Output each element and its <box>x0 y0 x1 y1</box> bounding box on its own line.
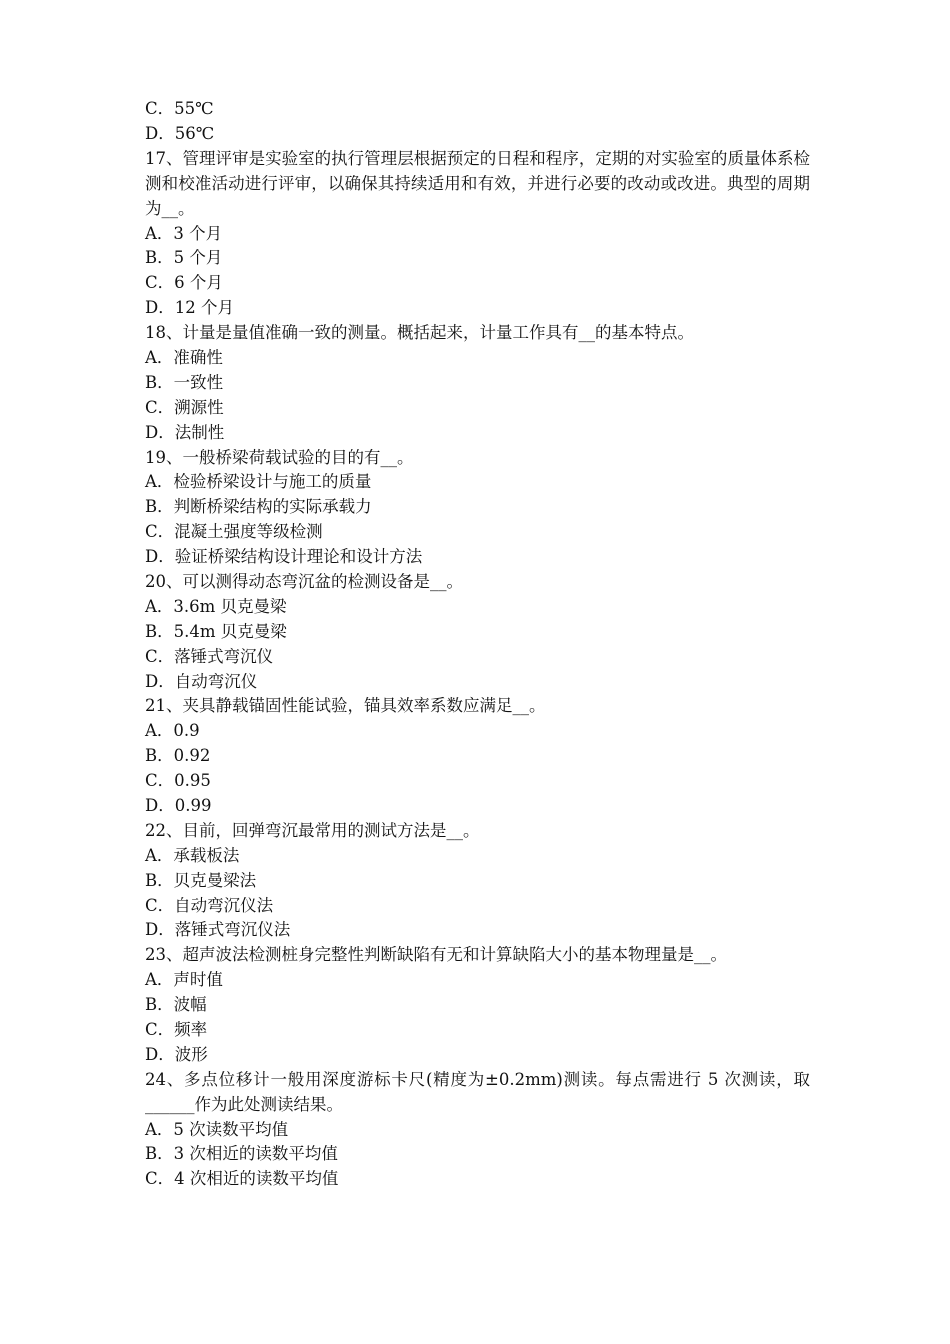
text-line: D．56℃ <box>145 123 215 143</box>
text-line: D．自动弯沉仪 <box>145 671 258 691</box>
text-line: C．混凝土强度等级检测 <box>145 522 323 542</box>
text-line: 20、可以测得动态弯沉盆的检测设备是__。 <box>145 571 463 591</box>
text-line: D．波形 <box>145 1044 208 1064</box>
text-line: 22、目前，回弹弯沉最常用的测试方法是__。 <box>145 820 480 840</box>
text-line: 18、计量是量值准确一致的测量。概括起来，计量工作具有__的基本特点。 <box>145 323 694 343</box>
text-line: C．55℃ <box>145 99 214 118</box>
text-line: 17、管理评审是实验室的执行管理层根据预定的日程和程序，定期的对实验室的质量体系检测和校准活动进行评审，以确保其持续适用和有效，并进行必要的改动或改进。典型的周期为__。 <box>145 148 810 218</box>
text-line: C．6 个月 <box>145 273 223 293</box>
text-line: A．3.6m 贝克曼梁 <box>145 596 287 616</box>
text-line: A．声时值 <box>145 970 223 990</box>
text-line: B．一致性 <box>145 372 224 392</box>
text-line: 19、一般桥梁荷载试验的目的有__。 <box>145 447 414 467</box>
text-line: B．5 个月 <box>145 248 223 268</box>
text-line: 21、夹具静载锚固性能试验，锚具效率系数应满足__。 <box>145 696 546 716</box>
text-line: C．自动弯沉仪法 <box>145 895 274 915</box>
text-line: B．判断桥梁结构的实际承载力 <box>145 497 372 517</box>
text-line: D．12 个月 <box>145 298 234 318</box>
text-line: 24、多点位移计一般用深度游标卡尺(精度为±0.2mm)测读。每点需进行 5 次测读，取______作为此处测读结果。 <box>145 1069 810 1114</box>
text-line: 23、超声波法检测桩身完整性判断缺陷有无和计算缺陷大小的基本物理量是__。 <box>145 945 727 965</box>
text-line: A．0.9 <box>145 721 200 741</box>
text-line: D．落锤式弯沉仪法 <box>145 920 291 940</box>
text-line: C．频率 <box>145 1020 208 1039</box>
text-line: D．验证桥梁结构设计理论和设计方法 <box>145 547 423 567</box>
text-line: B．5.4m 贝克曼梁 <box>145 621 287 641</box>
text-line: A．3 个月 <box>145 223 223 243</box>
text-line: B．贝克曼梁法 <box>145 870 257 890</box>
text-line: B．0.92 <box>145 746 211 766</box>
text-line: C．落锤式弯沉仪 <box>145 646 274 666</box>
text-line: C．4 次相近的读数平均值 <box>145 1169 339 1189</box>
document-page <box>145 97 810 1192</box>
text-line: A．5 次读数平均值 <box>145 1119 289 1139</box>
text-line: B．波幅 <box>145 995 207 1015</box>
text-line: B．3 次相近的读数平均值 <box>145 1144 338 1164</box>
text-line: C．溯源性 <box>145 397 224 417</box>
text-line: A．检验桥梁设计与施工的质量 <box>145 472 372 492</box>
text-line: A．承载板法 <box>145 845 240 865</box>
text-line: D．0.99 <box>145 795 212 815</box>
text-line: A．准确性 <box>145 347 223 367</box>
text-line: D．法制性 <box>145 422 225 442</box>
text-line: C．0.95 <box>145 771 211 791</box>
